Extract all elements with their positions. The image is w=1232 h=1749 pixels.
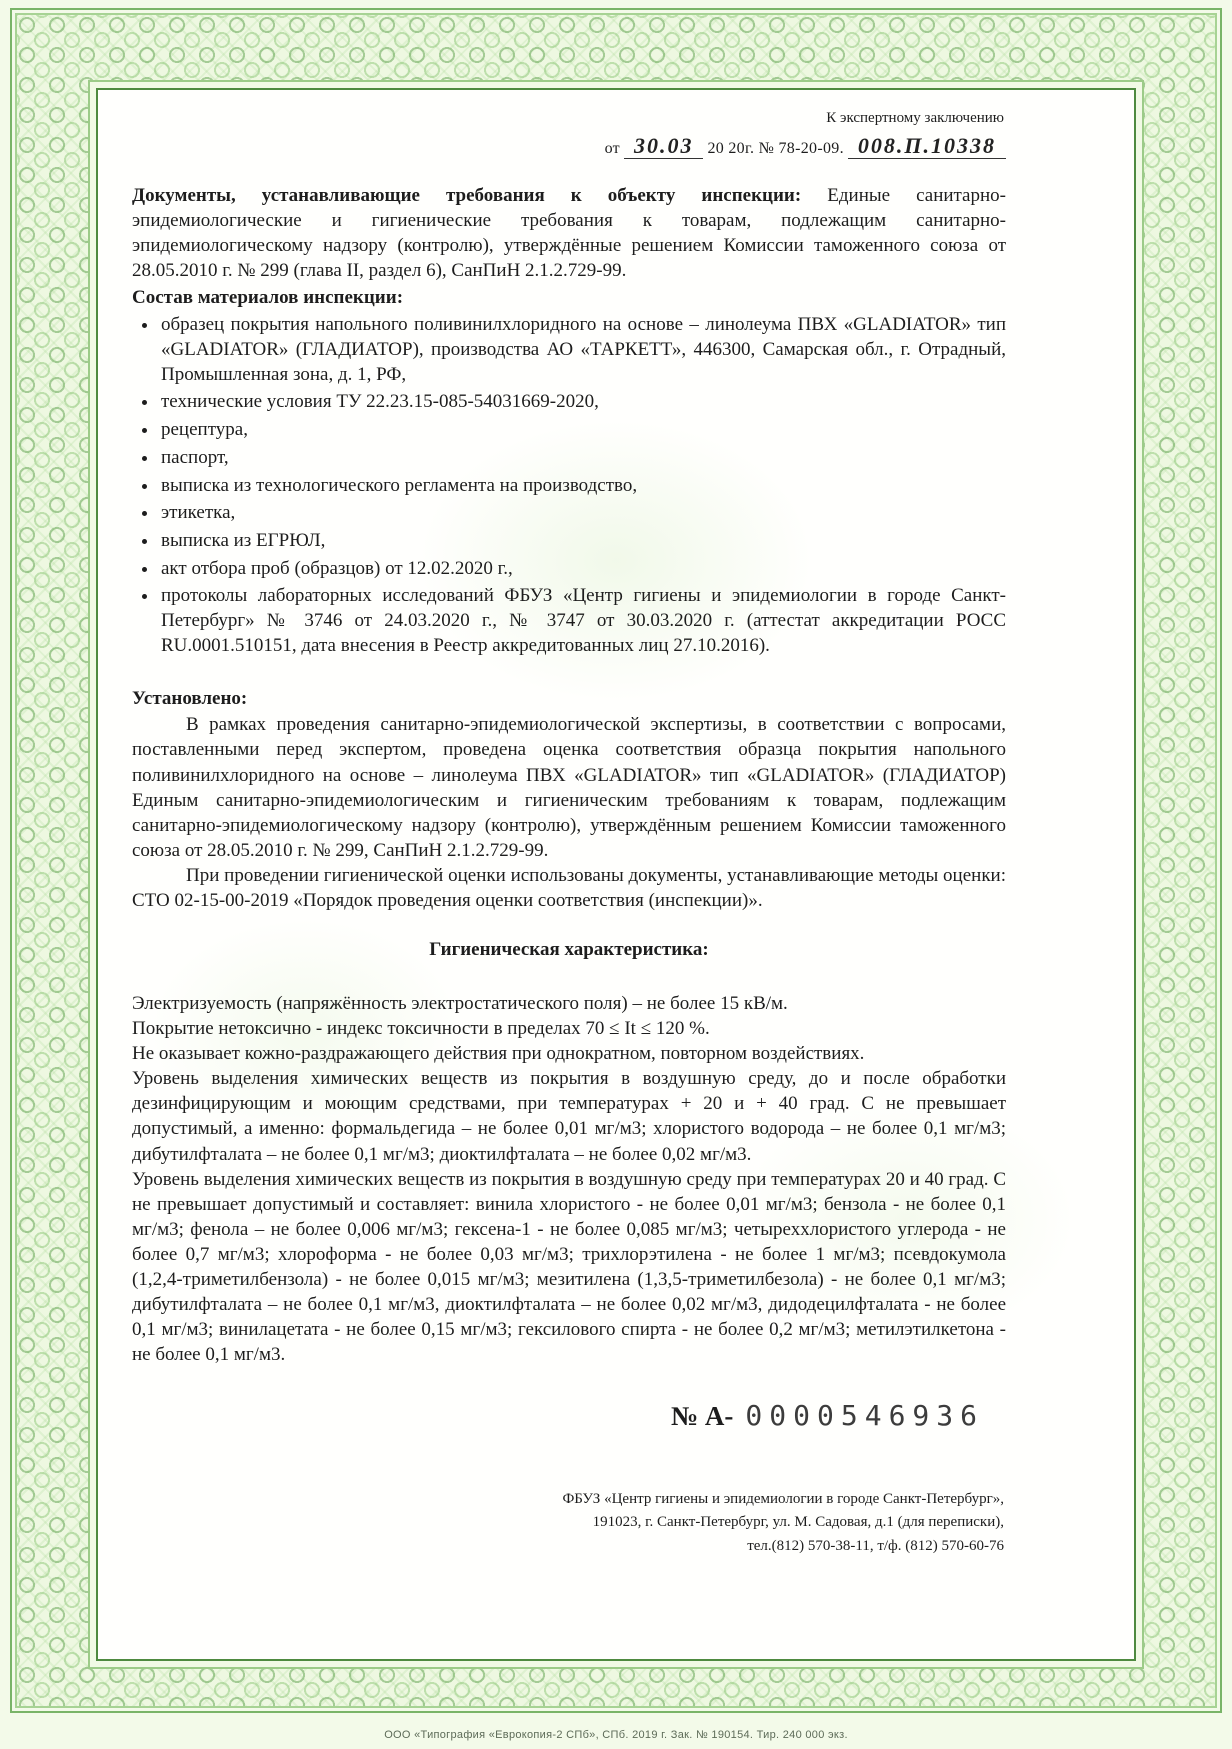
reference-line [132, 133, 1006, 159]
list-item: • выписка из технологического регламента на производство, [159, 474, 1006, 499]
header-note: К экспертному заключению [826, 110, 1004, 126]
documents-paragraph [132, 183, 1006, 283]
list-item: • технические условия ТУ 22.23.15-085-54031669-2020, [159, 390, 1006, 415]
serial-number [132, 1399, 1006, 1432]
materials-list [132, 313, 1006, 658]
hygiene-paragraph: Уровень выделения химических веществ из покрытия в воздушную среду при температурах 20 и 40 град. С не превышает допустимый и составляет: винила хлористого - не более 0,01 мг/м3; бензола - не более 0,1 мг/м3; фенола – не более 0,006 мг/м3; гексена-1 - не более 0,085 мг/м3; четыреххлористого углерода - не более 0,7 мг/м3; хлороформа - не более 0,03 мг/м3; трихлорэтилена - не более 1 мг/м3; псевдокумола (1,2,4-триметилбензола) - не более 0,015 мг/м3; мезитилена (1,3,5-триметилбезола) - не более 0,1 мг/м3; дибутилфталата – не более 0,1 мг/м3, диоктилфталата – не более 0,02 мг/м3, дидодецилфталата - не более 0,1 мг/м3; винилацетата - не более 0,15 мг/м3; гексилового спирта - не более 0,2 мг/м3; метилэтилкетона - не более 0,1 мг/м3. [132, 1168, 1006, 1366]
ref-date-handwritten: 30.03 [624, 133, 704, 159]
list-item: • выписка из ЕГРЮЛ, [159, 529, 1006, 554]
list-item: • образец покрытия напольного поливинилхлоридного на основе – линолеума ПВХ «GLADIATOR» тип «GLADIATOR» (ГЛАДИАТОР), производства АО «ТАРКЕТТ», 446300, Самарская обл., г. Отрадный, Промышленная зона, д. 1, РФ, [159, 313, 1006, 387]
hygiene-paragraph: Покрытие нетоксично - индекс токсичности в пределах 70 ≤ It ≤ 120 %. [132, 1018, 710, 1040]
established-paragraph: В рамках проведения санитарно-эпидемиологической экспертизы, в соответствии с вопросами, поставленными перед экспертом, проведена оценка соответствия образца покрытия напольного поливинилхлоридного на основе – линолеума ПВХ «GLADIATOR» тип «GLADIATOR» (ГЛАДИАТОР) Единым санитарно-эпидемиологическим и гигиеническим требованиям к товарам, подлежащим санитарно-эпидемиологическому надзору (контролю), утверждённым решением Комиссии таможенного союза от 28.05.2010 г. № 299, СанПиН 2.1.2.729-99. [132, 714, 1006, 861]
hygiene-paragraph: Уровень выделения химических веществ из покрытия в воздушную среду, до и после обработки дезинфицирующим и моющим средствами, при температурах + 20 и + 40 град. С не превышает допустимый, а именно: формальдегида – не более 0,01 мг/м3; хлористого водорода – не более 0,1 мг/м3; дибутилфталата – не более 0,1 мг/м3; диоктилфталата – не более 0,02 мг/м3. [132, 1068, 1006, 1165]
serial-prefix: № А- [671, 1401, 734, 1432]
hygiene-paragraph: Электризуемость (напряжённость электростатического поля) – не более 15 кВ/м. [132, 993, 788, 1015]
hygiene-heading: Гигиеническая характеристика: [429, 939, 709, 961]
footer-line: ФБУЗ «Центр гигиены и эпидемиологии в городе Санкт-Петербург», [562, 1491, 1004, 1508]
materials-heading: Состав материалов инспекции: [132, 287, 404, 309]
list-item: • протоколы лабораторных исследований ФБУЗ «Центр гигиены и эпидемиологии в городе Санкт-Петербург» № 3746 от 24.03.2020 г., № 3747 от 30.03.2020 г. (аттестат аккредитации РОСС RU.0001.510151, дата внесения в Реестр аккредитованных лиц 27.10.2016). [159, 584, 1006, 658]
hygiene-paragraph: Не оказывает кожно-раздражающего действия при однократном, повторном воздействиях. [132, 1043, 865, 1065]
print-shop-line: ООО «Типография «Еврокопия-2 СПб», СПб. 2019 г. Зак. № 190154. Тир. 240 000 экз. [384, 1729, 848, 1741]
issuer-footer [132, 1488, 1006, 1558]
methods-paragraph: При проведении гигиенической оценки использованы документы, устанавливающие методы оценки: СТО 02-15-00-2019 «Порядок проведения оценки соответствия (инспекции)». [132, 864, 1006, 911]
documents-lead: Документы, устанавливающие требования к объекту инспекции: [132, 185, 802, 206]
footer-line: 191023, г. Санкт-Петербург, ул. М. Садовая, д.1 (для переписки), [592, 1514, 1004, 1531]
ref-number-printed: 20 20г. № 78-20-09. [707, 140, 844, 157]
documents-text: Единые санитарно-эпидемиологические и гигиенические требования к товарам, подлежащим санитарно-эпидемиологическому надзору (контролю), утверждённые решением Комиссии таможенного союза от 28.05.2010 г. № 299 (глава II, раздел 6), СанПиН 2.1.2.729-99. [132, 185, 1006, 282]
list-item: • этикетка, [159, 501, 1006, 526]
ref-prefix: от [604, 140, 620, 157]
footer-line: тел.(812) 570-38-11, т/ф. (812) 570-60-76 [747, 1537, 1004, 1554]
serial-digits: 0000546936 [745, 1399, 984, 1433]
list-item: • паспорт, [159, 446, 1006, 471]
list-item: • акт отбора проб (образцов) от 12.02.2020 г., [159, 557, 1006, 582]
list-item: • рецептура, [159, 418, 1006, 443]
document-sheet [96, 88, 1136, 1661]
established-heading: Установлено: [132, 688, 248, 710]
ref-code-handwritten: 008.П.10338 [848, 133, 1006, 159]
